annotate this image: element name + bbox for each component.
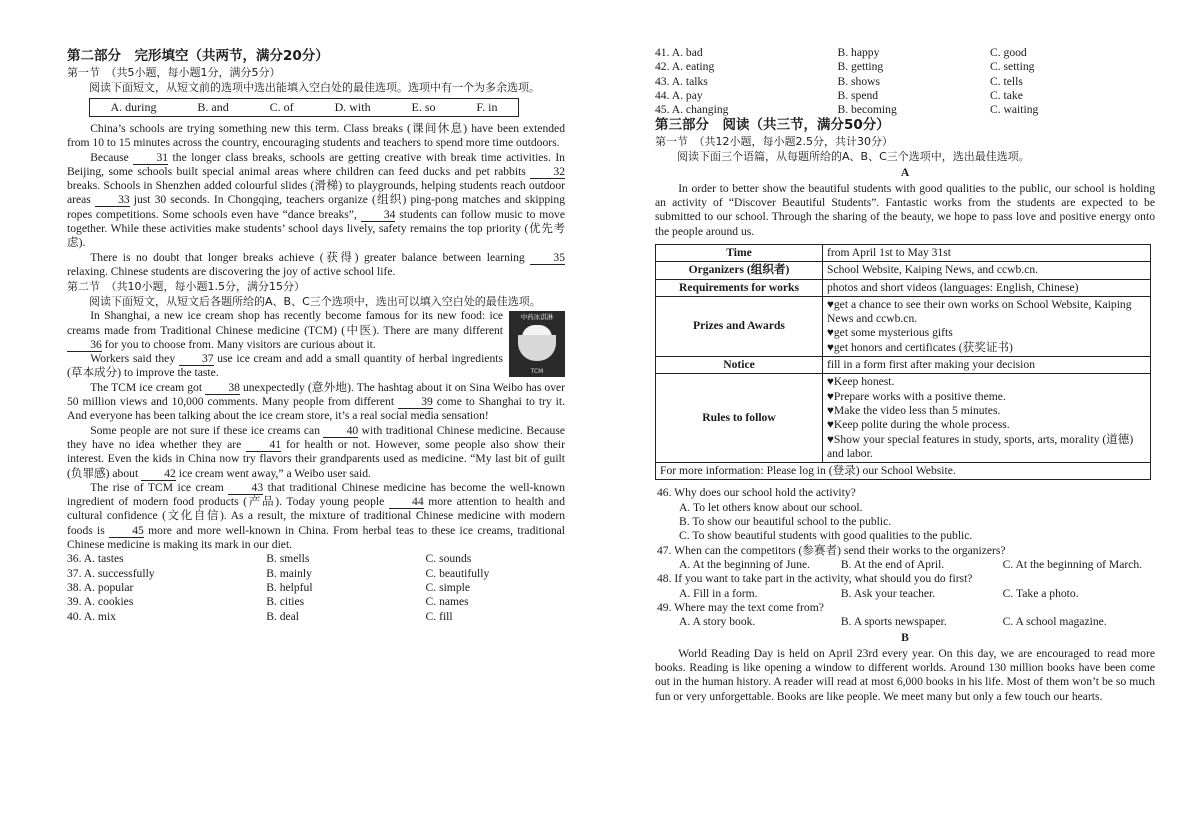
table-value: from April 1st to May 31st bbox=[823, 244, 1151, 261]
blank-33: 33 bbox=[95, 194, 130, 207]
word-box bbox=[89, 98, 519, 117]
option-row: 41. A. bad B. happy C. good bbox=[655, 46, 1027, 59]
passage-a-intro: In order to better show the beautiful students with good qualities to the public, our school is holding an activity of “Discover Beautiful Students”. Fantastic works from the students are expected to be submitted to our school. Through the sharing of the beauty, we hope to pass love and positive energy onto the people around us. bbox=[655, 181, 1155, 238]
blank-32: 32 bbox=[530, 166, 565, 179]
section1-title: 第一节 （共5小题，每小题1分，满分5分） bbox=[67, 66, 281, 79]
table-key: Prizes and Awards bbox=[656, 296, 823, 356]
table-footer-row bbox=[656, 463, 1151, 480]
cup-icon bbox=[518, 335, 556, 361]
option-row: 38. A. popular B. helpful C. simple bbox=[67, 580, 470, 594]
tcm-ice-cream-photo bbox=[509, 311, 565, 377]
blank-44: 44 bbox=[389, 496, 424, 509]
section2-title: 第二节 （共10小题，每小题1.5分，满分15分） bbox=[67, 280, 305, 294]
table-row bbox=[656, 279, 1151, 296]
passage-paragraph: The rise of TCM ice cream 43 that traditional Chinese medicine has become the well-known ingredient of modern food products (产品). Today young people 44 more attention to health and cultural confidence (文化自信). As a result, the mixture of traditional Chinese medicine with modern foods is 45 more and more well-known in China. From herbal teas to these ice creams, traditional Chinese medicine is making its mark in our diet. bbox=[67, 480, 566, 552]
table-value: ♥Keep honest. ♥Prepare works with a positive theme. ♥Make the video less than 5 minutes. ♥Keep polite during the whole process. ♥Show your special features in study, sports, arts, morality (道德) and labor. bbox=[823, 374, 1151, 463]
question-47: 47. When can the competitors (参赛者) send their works to the organizers? bbox=[657, 543, 1006, 557]
blank-31: 31 bbox=[133, 152, 168, 165]
option-row: 37. A. successfully B. mainly C. beautifully bbox=[67, 566, 490, 580]
option-row: A. At the beginning of June. B. At the end of April. C. At the beginning of March. bbox=[679, 557, 1143, 571]
photo-footer: TCM bbox=[530, 368, 544, 376]
blank-41: 41 bbox=[246, 439, 281, 452]
table-key: Rules to follow bbox=[656, 374, 823, 463]
blank-43: 43 bbox=[228, 482, 263, 495]
blank-35: 35 bbox=[530, 252, 565, 265]
blank-37: 37 bbox=[179, 353, 214, 366]
word-option: D. with bbox=[334, 100, 371, 115]
table-row bbox=[656, 244, 1151, 261]
passage-paragraph: Workers said they 37 use ice cream and add a small quantity of herbal ingredients (草本成分) to improve the taste. bbox=[67, 352, 503, 380]
options-list bbox=[67, 552, 565, 623]
question-48: 48. If you want to take part in the activity, what should you do first? bbox=[657, 572, 973, 586]
passage-paragraph: China’s schools are trying something new this term. Class breaks (课间休息) have been extended from 10 to 15 minutes across the country, encouraging students and teachers to spend more time outdoors. bbox=[67, 122, 565, 150]
part3-section1-title: 第一节 （共12小题，每小题2.5分，共计30分） bbox=[655, 135, 893, 149]
passage-paragraph: In Shanghai, a new ice cream shop has recently become famous for its new food: ice creams made from Traditional Chinese medicine (TCM) (中医). There are many different 36 for you to choose from. Many visitors are curious about it. bbox=[67, 309, 503, 351]
blank-39: 39 bbox=[398, 396, 433, 409]
table-value: fill in a form first after making your decision bbox=[823, 357, 1151, 374]
word-option: C. of bbox=[269, 100, 294, 115]
option: C. To show beautiful students with good qualities to the public. bbox=[679, 529, 973, 543]
passage-a-label: A bbox=[900, 166, 910, 180]
table-row bbox=[656, 374, 1151, 463]
left-column bbox=[67, 48, 565, 624]
option-row: 40. A. mix B. deal C. fill bbox=[67, 609, 453, 623]
table-footer: For more information: Please log in (登录) our School Website. bbox=[656, 463, 1151, 480]
table-key: Organizers (组织者) bbox=[656, 262, 823, 279]
right-column bbox=[655, 46, 1155, 704]
option-row: 43. A. talks B. shows C. tells bbox=[655, 74, 1023, 88]
word-option: A. during bbox=[110, 100, 157, 115]
part3-title: 第三部分 阅读（共三节，满分50分） bbox=[655, 117, 890, 134]
passage-paragraph: The TCM ice cream got 38 unexpectedly (意外地). The hashtag about it on Sina Weibo has over 50 million views and 10,000 comments. Many people from different 39 come to Shanghai to try it. And everyone has been talking about the ice cream store, it’s a real social media sensation! bbox=[67, 380, 565, 423]
option-row: 42. A. eating B. getting C. setting bbox=[655, 60, 1035, 74]
passage-paragraph: There is no doubt that longer breaks achieve (获得) greater balance between learning 35 relaxing. Chinese students are discovering the joy of active school life. bbox=[67, 250, 565, 278]
word-option: E. so bbox=[411, 100, 436, 115]
table-value: photos and short videos (languages: English, Chinese) bbox=[823, 279, 1151, 296]
passage-b-label: B bbox=[901, 631, 909, 645]
passage-paragraph: Because 31 the longer class breaks, schools are getting creative with break time activities. In Beijing, some schools built special animal areas where children can feed ducks and pet rabbits 32 breaks. Schools in Shenzhen added colourful slides (滑梯) to playgrounds, helping students reach outdoor areas 33 just 30 seconds. In Chongqing, teachers organize (组织) ping-pong matches and skipping ropes competitions. Some schools even have “dance breaks”, 34 students can follow music to move together. While these activities make students’ school days lively, safety remains the top priority (优先考虑). bbox=[67, 150, 565, 250]
passage-paragraph: Some people are not sure if these ice creams can 40 with traditional Chinese medicine. Because they have no idea whether they are 41 for health or not. However, some people also show their interest. Even the kids in China now try flavors their grandparents used as medicine. “My last bit of guilt (负罪感) about 42 ice cream went away,” a Weibo user said. bbox=[67, 423, 566, 480]
table-key: Requirements for works bbox=[656, 279, 823, 296]
blank-38: 38 bbox=[205, 382, 240, 395]
table-value: ♥get a chance to see their own works on School Website, Kaiping News and ccwb.cn. ♥get some mysterious gifts ♥get honors and certificates (获奖证书) bbox=[823, 296, 1151, 356]
blank-45: 45 bbox=[109, 525, 144, 538]
question-49: 49. Where may the text come from? bbox=[657, 600, 824, 614]
blank-36: 36 bbox=[67, 339, 102, 352]
activity-table bbox=[655, 244, 1151, 480]
blank-42: 42 bbox=[141, 468, 176, 481]
option: B. To show our beautiful school to the public. bbox=[679, 515, 892, 529]
table-row bbox=[656, 296, 1151, 356]
question-list bbox=[655, 486, 1155, 629]
blank-40: 40 bbox=[323, 425, 358, 438]
table-key: Time bbox=[656, 244, 823, 261]
table-key: Notice bbox=[656, 357, 823, 374]
option: A. To let others know about our school. bbox=[679, 500, 863, 514]
word-option: B. and bbox=[197, 100, 229, 115]
option-row: 36. A. tastes B. smells C. sounds bbox=[67, 552, 472, 566]
table-value: School Website, Kaiping News, and ccwb.cn. bbox=[823, 262, 1151, 279]
photo-caption: 中药冰淇淋 bbox=[520, 313, 554, 322]
option-row: 44. A. pay B. spend C. take bbox=[655, 88, 1023, 102]
word-option: F. in bbox=[476, 100, 498, 115]
table-row bbox=[656, 262, 1151, 279]
option-row: 39. A. cookies B. cities C. names bbox=[67, 595, 469, 609]
passage-b-text: World Reading Day is held on April 23rd every year. On this day, we are encouraged to read more books. Reading is like opening a window to different worlds. Around 130 million books have been come out in the human history. A reader will read at most 6,000 books in his life. Most of them won’t be so much fun or very unforgettable. Books are like people. We meet many but only a few touch our hearts. bbox=[655, 646, 1155, 703]
part3-section1-directions: 阅读下面三个语篇，从每题所给的A、B、C三个选项中，选出最佳选项。 bbox=[677, 150, 1030, 164]
option-row: A. A story book. B. A sports newspaper. C. A school magazine. bbox=[679, 615, 1107, 629]
section1-directions: 阅读下面短文，从短文前的选项中选出能填入空白处的最佳选项。选项中有一个为多余选项。 bbox=[89, 81, 540, 94]
table-row bbox=[656, 357, 1151, 374]
blank-34: 34 bbox=[361, 209, 396, 222]
options-list bbox=[655, 46, 1155, 117]
part2-title: 第二部分 完形填空（共两节，满分20分） bbox=[67, 48, 329, 64]
section2-directions: 阅读下面短文，从短文后各题所给的A、B、C三个选项中，选出可以填入空白处的最佳选项。 bbox=[89, 295, 541, 309]
option-row: A. Fill in a form. B. Ask your teacher. C. Take a photo. bbox=[679, 586, 1079, 600]
question-46: 46. Why does our school hold the activity? bbox=[657, 486, 856, 500]
option-row: 45. A. changing B. becoming C. waiting bbox=[655, 103, 1039, 117]
